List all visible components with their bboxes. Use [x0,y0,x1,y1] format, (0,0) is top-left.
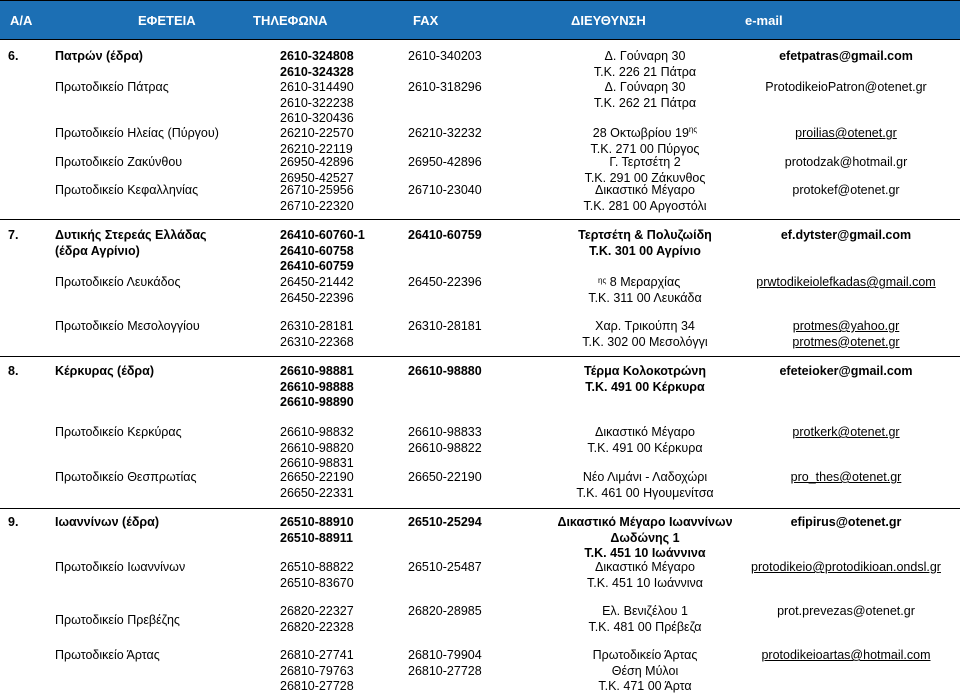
court-fax: 26650-22190 [408,470,482,484]
court-name: Πρωτοδικείο Ζακύνθου [55,155,183,169]
court-address: 28 Οκτωβρίου $19^{\eta\varsigma}$ Τ.Κ. 271 00 Πύργος [590,124,700,156]
court-phones: 26820-22327 26820-22328 [280,604,354,634]
court-phones: 26510-88822 26510-83670 [280,560,354,590]
group-number: 7. [8,228,19,242]
group-number: 9. [8,515,19,529]
court-fax: 26950-42896 [408,155,482,169]
court-fax: 26610-98833 26610-98822 [408,425,482,455]
ordinal-suffix: ης [688,124,698,134]
court-name: Ιωαννίνων (έδρα) [55,515,159,529]
court-fax: 2610-318296 [408,80,482,94]
court-email[interactable]: protodikeioartas@hotmail.com [761,648,931,662]
court-email[interactable]: prwtodikeiolefkadas@gmail.com [756,275,936,289]
court-fax: 26510-25294 [408,515,482,529]
header-email: e-mail [745,13,783,28]
court-address: Τερτσέτη & Πολυζωίδη Τ.Κ. 301 00 Αγρίνιο [578,228,712,258]
court-fax: 26450-22396 [408,275,482,289]
court-email[interactable]: ef.dytster@gmail.com [780,228,912,242]
court-address: Δικαστικό Μέγαρο Ιωαννίνων Δωδώνης 1 Τ.Κ. 451 10 Ιωάννινα [557,515,733,560]
court-phones: 2610-324808 2610-324328 [280,49,354,79]
court-email[interactable]: efetpatras@gmail.com [779,49,913,63]
court-address: Δικαστικό Μέγαρο Τ.Κ. 281 00 Αργοστόλι [583,183,707,213]
court-name: Πρωτοδικείο Άρτας [55,648,160,662]
court-fax: 26710-23040 [408,183,482,197]
court-name: Πρωτοδικείο Πρεβέζης [55,613,180,627]
header-efeteia: ΕΦΕΤΕΙΑ [138,13,196,28]
court-phones: 26810-27741 26810-79763 26810-27728 [280,648,354,693]
court-name: Πρωτοδικείο Θεσπρωτίας [55,470,197,484]
court-email[interactable]: efipirus@otenet.gr [790,515,902,529]
court-email[interactable]: protokef@otenet.gr [792,183,900,197]
court-address: Δ. Γούναρη 30 Τ.Κ. 226 21 Πάτρα [593,49,697,79]
court-fax: 26210-32232 [408,126,482,140]
court-email[interactable]: pro_thes@otenet.gr [790,470,902,484]
court-phones: 26410-60760-1 26410-60758 26410-60759 [280,228,365,273]
court-phones: 26210-22570 26210-22119 [280,126,354,156]
court-phones: 26650-22190 26650-22331 [280,470,354,500]
court-phones: 26450-21442 26450-22396 [280,275,354,305]
header-tilefona: ΤΗΛΕΦΩΝΑ [253,13,328,28]
court-email[interactable]: protodzak@hotmail.gr [784,155,908,169]
court-address: Ελ. Βενιζέλου 1 Τ.Κ. 481 00 Πρέβεζα [588,604,702,634]
court-name: Πρωτοδικείο Ιωαννίνων [55,560,186,574]
court-email[interactable]: ProtodikeioPatron@otenet.gr [765,80,927,94]
court-email[interactable]: protodikeio@protodikioan.ondsl.gr [751,560,941,574]
court-address: 8 Μεραρχίας Τ.Κ. 311 00 Λευκάδα [588,275,702,305]
court-phones: 2610-314490 2610-322238 2610-320436 [280,80,354,125]
group-separator [0,219,960,220]
header-fax: FAX [413,13,439,28]
court-email[interactable]: protkerk@otenet.gr [792,425,900,439]
court-phones: 26710-25956 26710-22320 [280,183,354,213]
court-name: Πρωτοδικείο Λευκάδος [55,275,181,289]
court-name: Κέρκυρας (έδρα) [55,364,154,378]
court-address: Νέο Λιμάνι - Λαδοχώρι Τ.Κ. 461 00 Ηγουμενίτσα [576,470,714,500]
court-name: Πατρών (έδρα) [55,49,143,63]
court-email[interactable]: protmes@yahoo.gr protmes@otenet.gr [792,319,900,349]
group-separator [0,508,960,509]
table-header [0,0,960,40]
court-fax: 2610-340203 [408,49,482,63]
court-name: Δυτικής Στερεάς Ελλάδας (έδρα Αγρίνιο) [55,228,207,258]
court-phones: 26610-98881 26610-98888 26610-98890 [280,364,354,409]
court-name: Πρωτοδικείο Κεφαλληνίας [55,183,199,197]
header-dieuthynsi: ΔΙΕΥΘΥΝΣΗ [571,13,646,28]
court-phones: 26310-28181 26310-22368 [280,319,354,349]
court-fax: 26610-98880 [408,364,482,378]
court-name: Πρωτοδικείο Μεσολογγίου [55,319,200,333]
court-email[interactable]: prot.prevezas@otenet.gr [777,604,915,618]
court-fax: 26810-79904 26810-27728 [408,648,482,678]
court-fax: 26310-28181 [408,319,482,333]
group-number: 6. [8,49,19,63]
court-name: Πρωτοδικείο Πάτρας [55,80,169,94]
court-address: Πρωτοδικείο Άρτας Θέση Μύλοι Τ.Κ. 471 00 Άρτα [592,648,698,693]
court-phones: 26610-98832 26610-98820 26610-98831 [280,425,354,470]
court-address: Δ. Γούναρη 30 Τ.Κ. 262 21 Πάτρα [593,80,697,110]
court-address: Τέρμα Κολοκοτρώνη Τ.Κ. 491 00 Κέρκυρα [584,364,706,394]
court-fax: 26820-28985 [408,604,482,618]
court-phones: 26950-42896 26950-42527 [280,155,354,185]
group-separator [0,356,960,357]
court-address: Δικαστικό Μέγαρο Τ.Κ. 491 00 Κέρκυρα [587,425,703,455]
court-phones: 26510-88910 26510-88911 [280,515,354,545]
court-email[interactable]: proilias@otenet.gr [795,126,897,140]
group-number: 8. [8,364,19,378]
court-name: Πρωτοδικείο Κερκύρας [55,425,182,439]
court-fax: 26510-25487 [408,560,482,574]
court-name: Πρωτοδικείο Ηλείας (Πύργου) [55,126,219,140]
header-aa: Α/Α [10,13,33,28]
court-fax: 26410-60759 [408,228,482,242]
ordinal-suffix: ης [598,276,607,285]
court-address: Χαρ. Τρικούπη 34 Τ.Κ. 302 00 Μεσολόγγι [582,319,708,349]
court-email[interactable]: efeteioker@gmail.com [779,364,913,378]
court-address: Γ. Τερτσέτη 2 Τ.Κ. 291 00 Ζάκυνθος [584,155,706,185]
court-address: Δικαστικό Μέγαρο Τ.Κ. 451 10 Ιωάννινα [587,560,703,590]
